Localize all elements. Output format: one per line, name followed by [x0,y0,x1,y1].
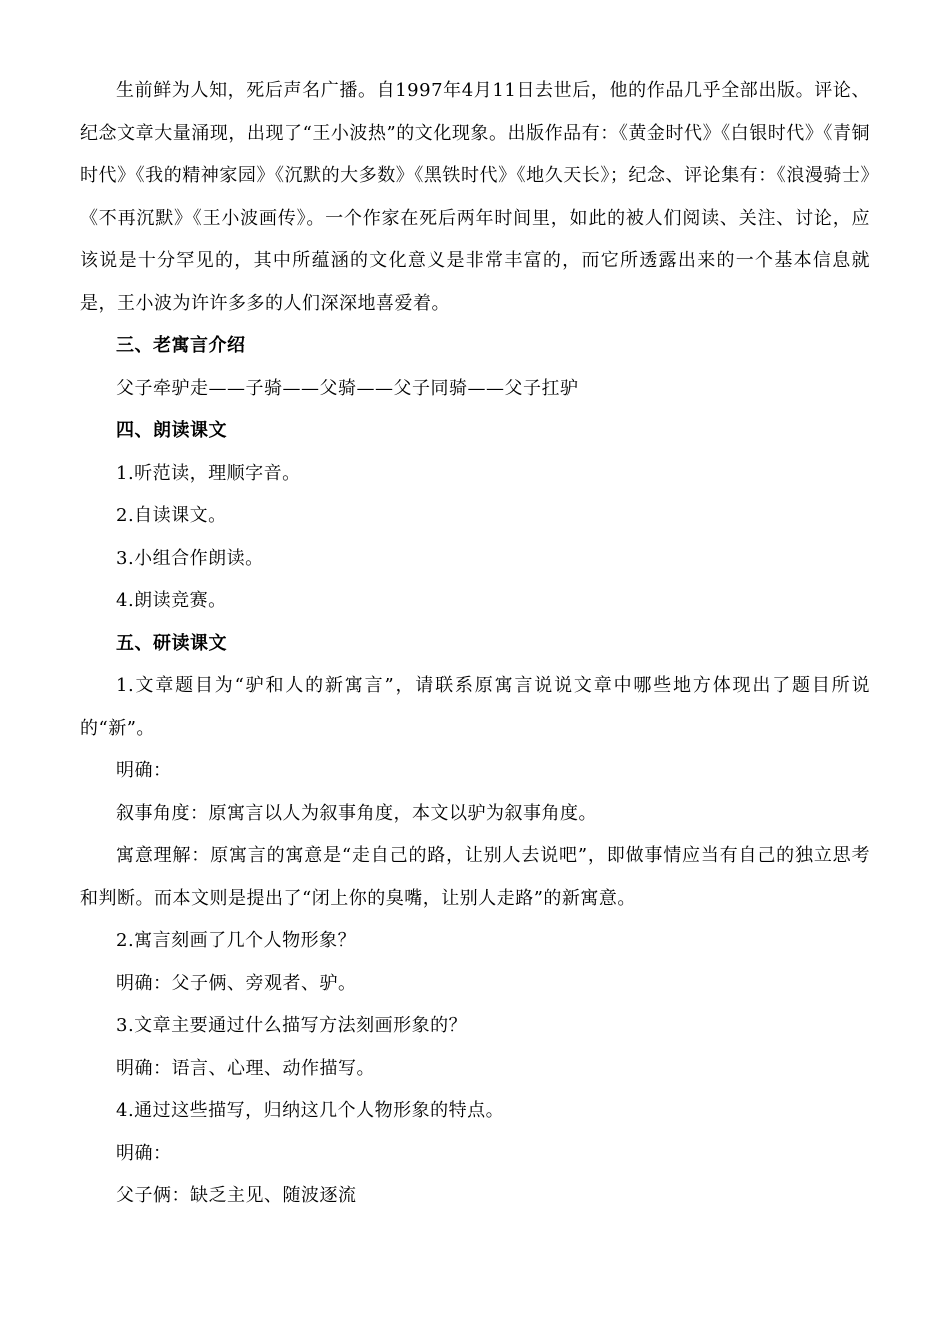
question-4: 4.通过这些描写，归纳这几个人物形象的特点。 [116,1100,505,1121]
section-heading-study: 五、研读课文 [116,632,227,654]
answer-father-son: 父子俩：缺乏主见、随波逐流 [116,1185,357,1206]
section-heading-fable-intro: 三、老寓言介绍 [116,335,246,356]
answer-3: 明确：语言、心理、动作描写。 [116,1057,375,1079]
list-item: 1.听范读，理顺字音。 [116,462,301,484]
list-item: 3.小组合作朗读。 [116,547,264,569]
document-page [80,70,870,1218]
fable-summary: 父子牵驴走——子骑——父骑——父子同骑——父子扛驴 [116,377,579,399]
answer-moral: 寓意理解：原寓言的寓意是“走自己的路，让别人去说吧”，即做事情应当有自己的独立思考和判断。而本文则是提出了“闭上你的臭嘴，让别人走路”的新寓意。 [80,845,870,909]
question-2: 2.寓言刻画了几个人物形象？ [116,930,357,951]
intro-paragraph: 生前鲜为人知，死后声名广播。自1997年4月11日去世后，他的作品几乎全部出版。评论、纪念文章大量涌现，出现了“王小波热”的文化现象。出版作品有：《黄金时代》《白银时代》《青铜时代》《我的精神家园》《沉默的大多数》《黑铁时代》《地久天长》；纪念、评论集有：《浪漫骑士》《不再沉默》《王小波画传》。一个作家在死后两年时间里，如此的被人们阅读、关注、讨论，应该说是十分罕见的，其中所蕴涵的文化意义是非常丰富的，而它所透露出来的一个基本信息就是，王小波为许许多多的人们深深地喜爱着。 [80,80,870,314]
answer-2: 明确：父子俩、旁观者、驴。 [116,972,357,994]
question-3: 3.文章主要通过什么描写方法刻画形象的？ [116,1015,468,1036]
list-item: 4.朗读竞赛。 [116,590,227,611]
question-1: 1.文章题目为“驴和人的新寓言”，请联系原寓言说说文章中哪些地方体现出了题目所说的“新”。 [80,675,870,739]
list-item: 2.自读课文。 [116,505,227,526]
answer-label: 明确： [116,1142,172,1164]
answer-label: 明确： [116,760,172,781]
answer-narrative-angle: 叙事角度：原寓言以人为叙事角度，本文以驴为叙事角度。 [116,802,597,824]
section-heading-reading: 四、朗读课文 [116,420,227,441]
